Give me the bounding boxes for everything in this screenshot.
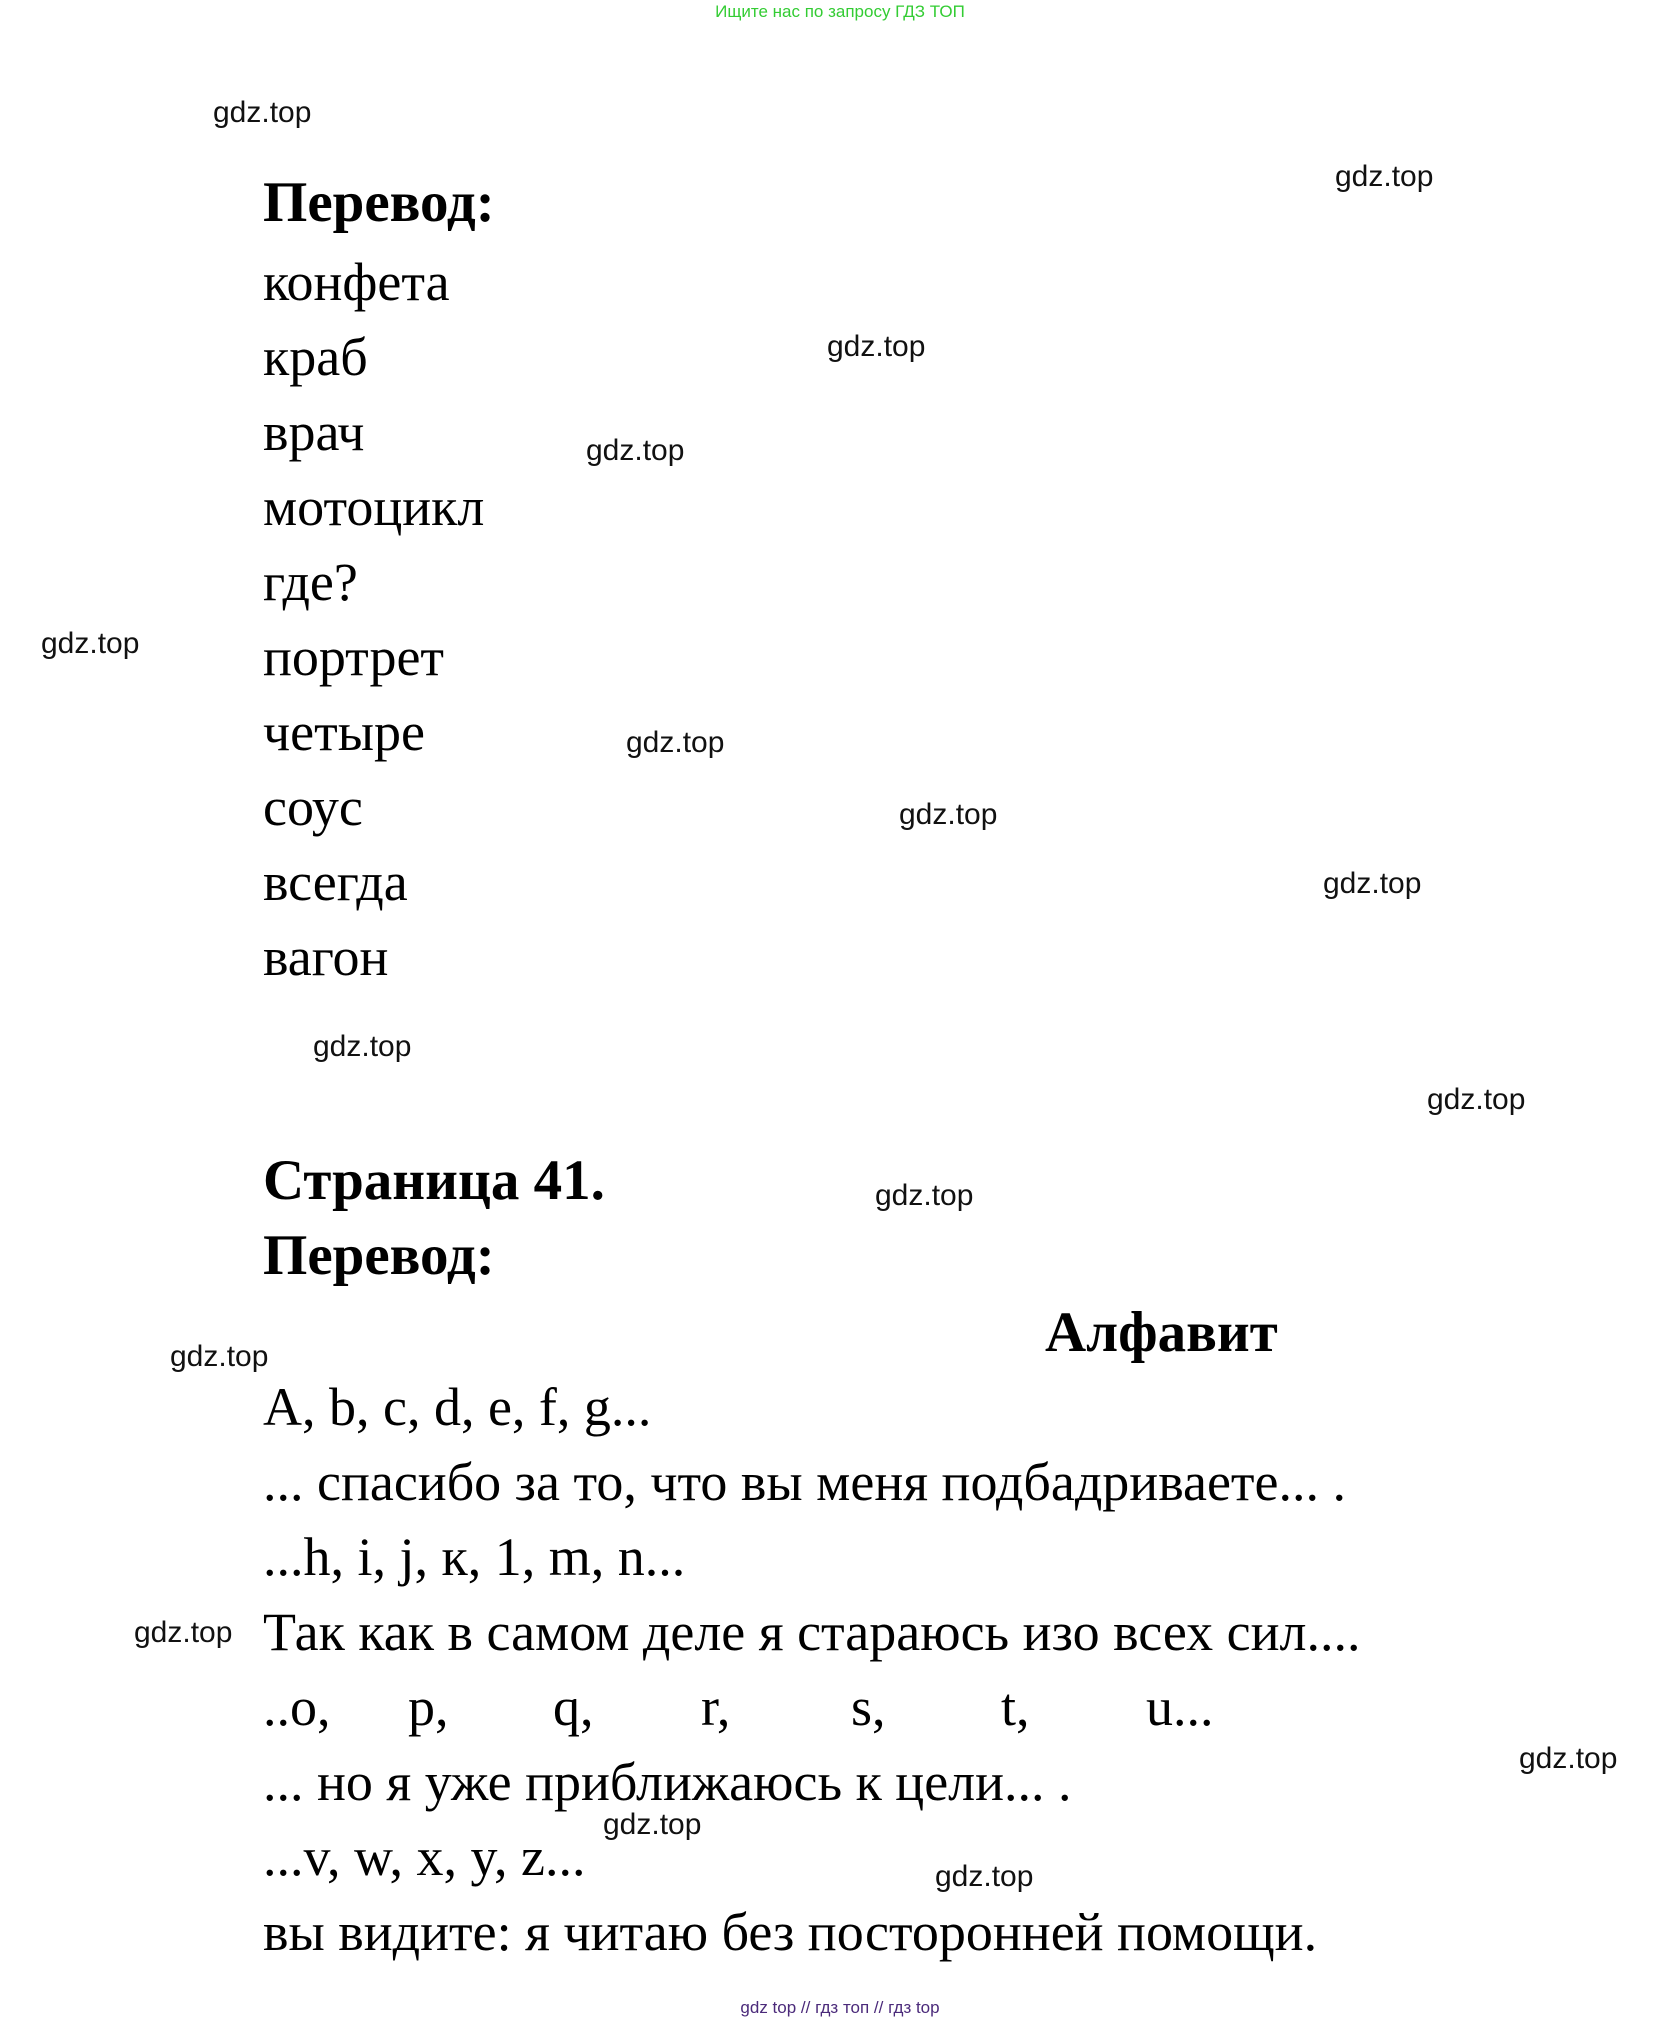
- list-item: конфета: [263, 252, 450, 312]
- list-item: вагон: [263, 927, 389, 987]
- watermark: gdz.top: [170, 1340, 269, 1373]
- letter: r,: [701, 1677, 731, 1737]
- list-item: всегда: [263, 852, 408, 912]
- watermark: gdz.top: [875, 1179, 974, 1212]
- word-list: [263, 245, 484, 995]
- list-item: соус: [263, 777, 363, 837]
- footer: gdz top // гдз топ // гдз top: [740, 1998, 940, 2017]
- watermark: gdz.top: [1335, 160, 1434, 193]
- poem-line-letters: [263, 1670, 1360, 1745]
- translation-heading: Перевод:: [263, 171, 495, 234]
- letter: s,: [851, 1677, 886, 1737]
- page-heading: Страница 41.: [263, 1149, 605, 1212]
- top-banner: Ищите нас по запросу ГДЗ ТОП: [715, 2, 965, 21]
- poem-title: Алфавит: [1045, 1301, 1278, 1364]
- watermark: gdz.top: [1427, 1083, 1526, 1116]
- poem-line: ... спасибо за то, что вы меня подбадриваете... .: [263, 1452, 1346, 1512]
- translation-heading: Перевод:: [263, 1224, 495, 1287]
- poem-line: A, b, c, d, e, f, g...: [263, 1377, 652, 1437]
- list-item: где?: [263, 552, 358, 612]
- list-item: краб: [263, 327, 368, 387]
- list-item: мотоцикл: [263, 477, 485, 537]
- poem-line: вы видите: я читаю без посторонней помощи.: [263, 1902, 1318, 1962]
- letter: q,: [553, 1677, 594, 1737]
- poem-line: Так как в самом деле я стараюсь изо всех сил....: [263, 1602, 1361, 1662]
- watermark: gdz.top: [899, 798, 998, 831]
- watermark: gdz.top: [213, 96, 312, 129]
- list-item: четыре: [263, 702, 425, 762]
- watermark: gdz.top: [134, 1616, 233, 1649]
- poem-line: ...v, w, x, y, z...: [263, 1827, 586, 1887]
- watermark: gdz.top: [603, 1808, 702, 1841]
- watermark: gdz.top: [1519, 1742, 1618, 1775]
- list-item: портрет: [263, 627, 445, 687]
- watermark: gdz.top: [1323, 867, 1422, 900]
- watermark: gdz.top: [313, 1030, 412, 1063]
- watermark: gdz.top: [586, 434, 685, 467]
- poem-line: ...h, i, j, к, 1, m, n...: [263, 1527, 686, 1587]
- watermark: gdz.top: [626, 726, 725, 759]
- poem-text: [263, 1370, 1360, 1970]
- watermark: gdz.top: [827, 330, 926, 363]
- list-item: врач: [263, 402, 365, 462]
- letter: t,: [1001, 1677, 1030, 1737]
- watermark: gdz.top: [41, 627, 140, 660]
- letter: u...: [1146, 1677, 1214, 1737]
- watermark: gdz.top: [935, 1860, 1034, 1893]
- letter: ..o,: [263, 1677, 331, 1737]
- poem-line: ... но я уже приближаюсь к цели... .: [263, 1752, 1072, 1812]
- letter: p,: [408, 1677, 449, 1737]
